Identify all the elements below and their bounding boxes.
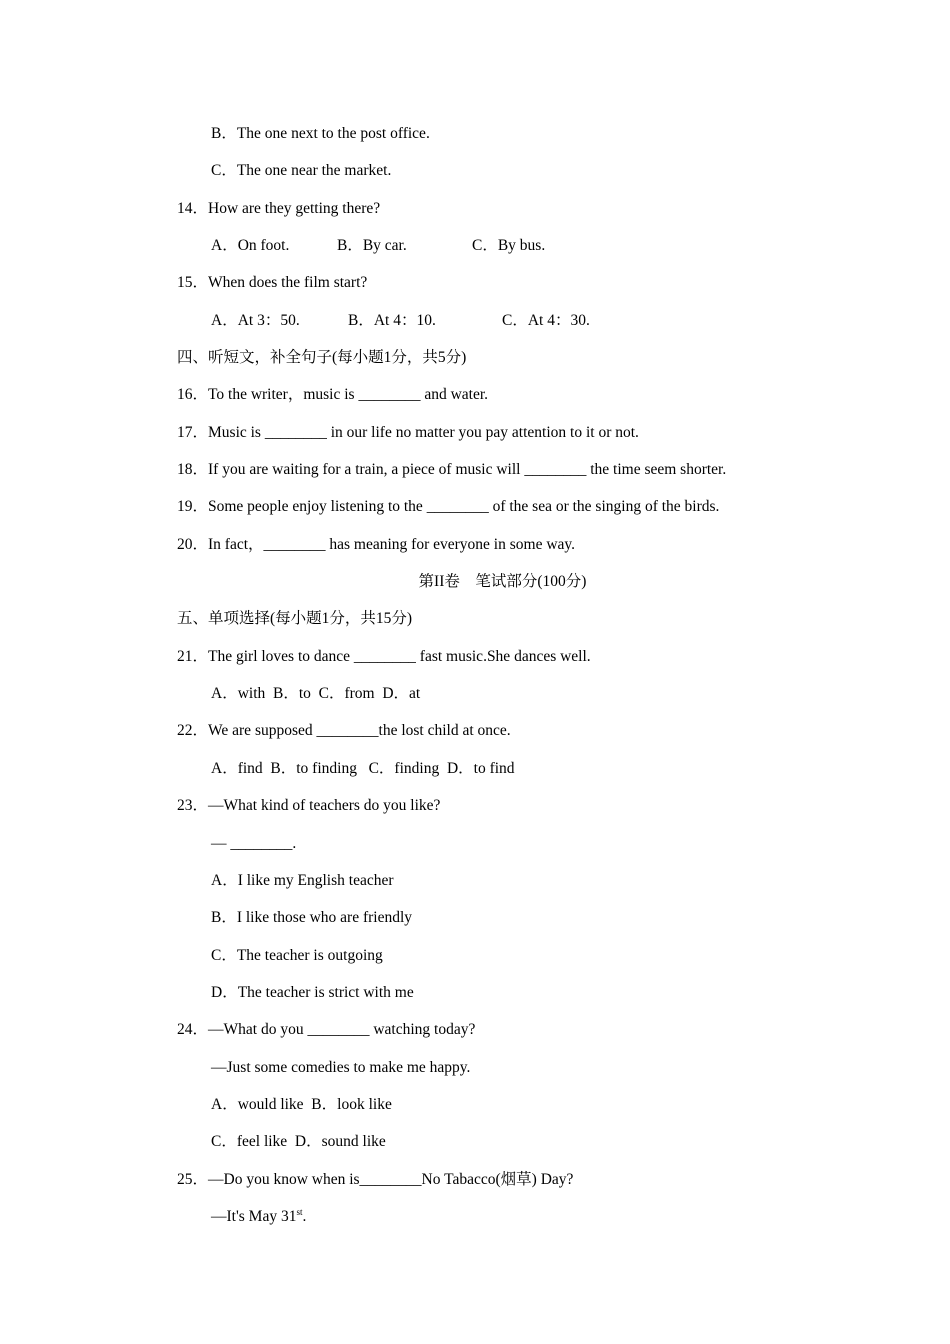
- q21-options[interactable]: A．with B．to C．from D．at: [211, 685, 421, 702]
- q25-reply-main: —It's May 31: [211, 1208, 297, 1225]
- q14-stem: 14．How are they getting there?: [177, 200, 381, 217]
- q14-option-b[interactable]: B．By car.: [337, 237, 407, 254]
- q13-option-c[interactable]: C．The one near the market.: [211, 162, 392, 179]
- q23-stem: 23．—What kind of teachers do you like?: [177, 797, 441, 814]
- q15-option-a[interactable]: A．At 3：50.: [211, 312, 300, 329]
- q23-option-d[interactable]: D．The teacher is strict with me: [211, 984, 414, 1001]
- section4-title: 四、听短文，补全句子(每小题1分，共5分): [177, 349, 467, 366]
- q18-stem: 18．If you are waiting for a train, a piece of music will ________ the time seem shorter.: [177, 461, 727, 478]
- q15-option-c[interactable]: C．At 4：30.: [502, 312, 590, 329]
- q14-option-a[interactable]: A．On foot.: [211, 237, 290, 254]
- q25-stem: 25．—Do you know when is________No Tabacco(烟草) Day?: [177, 1171, 574, 1188]
- q22-options[interactable]: A．find B．to finding C．finding D．to find: [211, 760, 515, 777]
- q25-reply-suffix: st: [296, 1206, 303, 1217]
- q23-option-a[interactable]: A．I like my English teacher: [211, 872, 394, 889]
- q23-option-b[interactable]: B．I like those who are friendly: [211, 909, 413, 926]
- q24-options-ab[interactable]: A．would like B．look like: [211, 1096, 392, 1113]
- q24-options-cd[interactable]: C．feel like D．sound like: [211, 1133, 386, 1150]
- q25-reply-end: .: [302, 1208, 307, 1225]
- q17-stem: 17．Music is ________ in our life no matter you pay attention to it or not.: [177, 424, 639, 441]
- q20-stem: 20．In fact，________ has meaning for everyone in some way.: [177, 536, 576, 553]
- q21-stem: 21．The girl loves to dance ________ fast music.She dances well.: [177, 648, 591, 665]
- section5-title: 五、单项选择(每小题1分，共15分): [177, 610, 413, 627]
- q24-reply: —Just some comedies to make me happy.: [211, 1059, 471, 1076]
- q23-answer-line: — ________.: [211, 835, 297, 852]
- q25-reply: [211, 1207, 306, 1227]
- part2-title: 第II卷 笔试部分(100分): [418, 573, 587, 590]
- q23-option-c[interactable]: C．The teacher is outgoing: [211, 947, 383, 964]
- q24-stem: 24．—What do you ________ watching today?: [177, 1021, 476, 1038]
- q14-option-c[interactable]: C．By bus.: [472, 237, 546, 254]
- q15-option-b[interactable]: B．At 4：10.: [348, 312, 436, 329]
- q22-stem: 22．We are supposed ________the lost child at once.: [177, 722, 511, 739]
- q16-stem: 16．To the writer，music is ________ and water.: [177, 386, 489, 403]
- q15-stem: 15．When does the film start?: [177, 274, 368, 291]
- q13-option-b[interactable]: B．The one next to the post office.: [211, 125, 430, 142]
- q19-stem: 19．Some people enjoy listening to the ________ of the sea or the singing of the birds.: [177, 498, 720, 515]
